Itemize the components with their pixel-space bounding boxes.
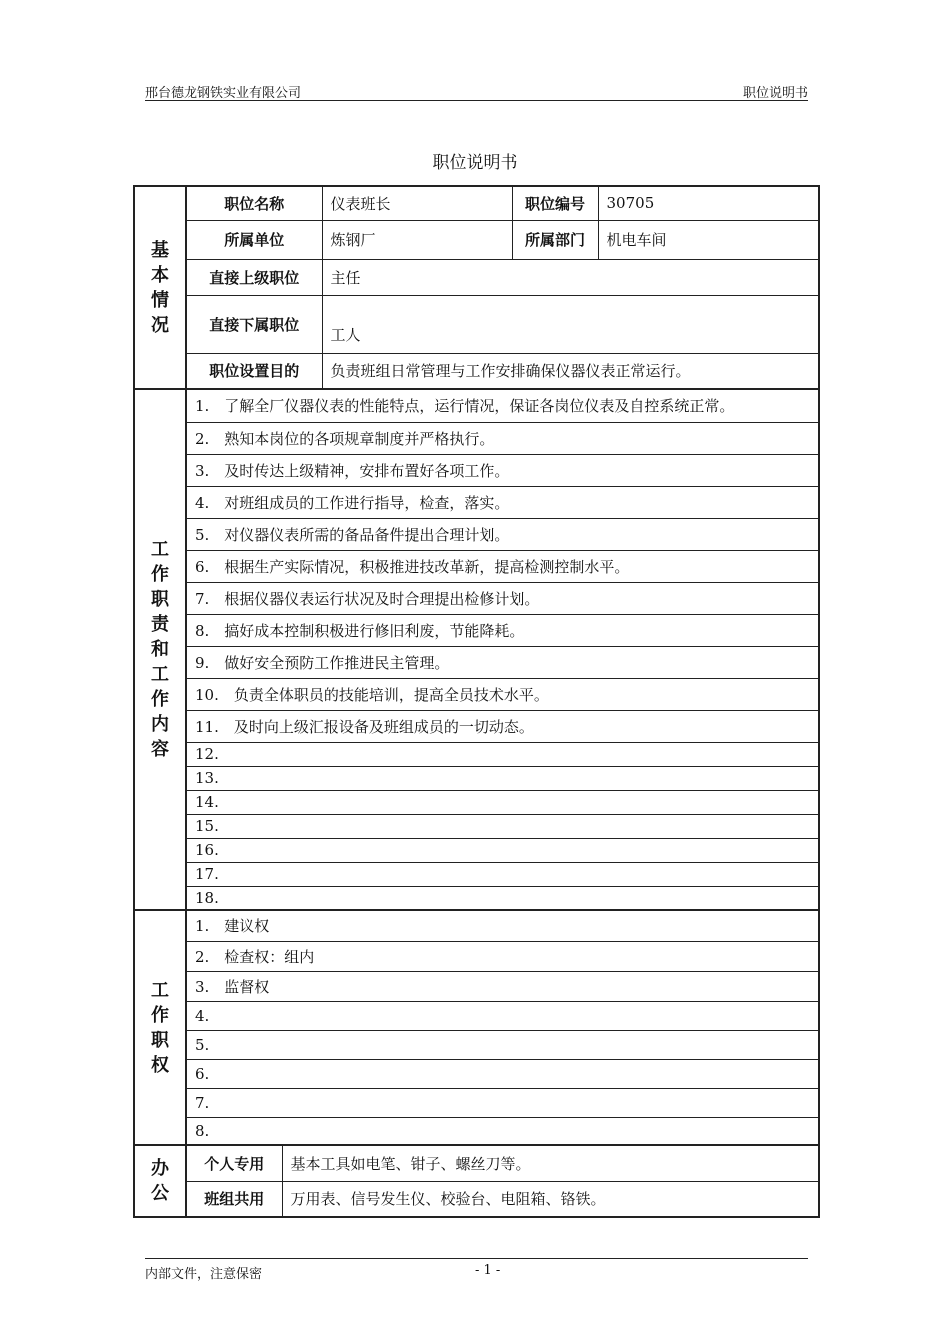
duty-item: 13. [186, 766, 819, 790]
duty-item: 10. 负责全体职员的技能培训，提高全员技术水平。 [186, 678, 819, 710]
page-footer [145, 1258, 808, 1281]
position-code-label: 职位编号 [512, 186, 598, 220]
duty-item: 18. [186, 886, 819, 910]
duty-item: 8. 搞好成本控制积极进行修旧利废，节能降耗。 [186, 614, 819, 646]
duty-item: 3. 及时传达上级精神，安排布置好各项工作。 [186, 454, 819, 486]
duty-item: 1. 了解全厂仪器仪表的性能特点，运行情况，保证各岗位仪表及自控系统正常。 [186, 389, 819, 422]
duty-item: 6. 根据生产实际情况，积极推进技改革新，提高检测控制水平。 [186, 550, 819, 582]
header-doc-type: 职位说明书 [742, 86, 808, 101]
dept-label: 所属部门 [512, 220, 598, 259]
unit-value: 炼钢厂 [322, 220, 512, 259]
duty-item: 4. 对班组成员的工作进行指导，检查，落实。 [186, 486, 819, 518]
superior-value: 主任 [322, 259, 819, 295]
dept-value: 机电车间 [598, 220, 819, 259]
authority-item: 8. [186, 1117, 819, 1145]
section-basic-label: 基本情况 [151, 239, 169, 336]
section-authority-label: 工作职权 [151, 979, 169, 1076]
duty-item: 12. [186, 742, 819, 766]
authority-item: 1. 建议权 [186, 910, 819, 941]
authority-item: 2. 检查权：组内 [186, 941, 819, 971]
duty-item: 15. [186, 814, 819, 838]
superior-label: 直接上级职位 [186, 259, 322, 295]
position-name-value: 仪表班长 [322, 186, 512, 220]
section-duties-label: 工作职责和工作内容 [151, 539, 169, 760]
duty-item: 5. 对仪器仪表所需的备品备件提出合理计划。 [186, 518, 819, 550]
shared-value: 万用表、信号发生仪、校验台、电阻箱、铬铁。 [282, 1181, 819, 1217]
authority-item: 5. [186, 1030, 819, 1059]
unit-label: 所属单位 [186, 220, 322, 259]
purpose-value: 负责班组日常管理与工作安排确保仪器仪表正常运行。 [322, 353, 819, 389]
section-office-label: 办公 [151, 1158, 169, 1204]
footer-note: 内部文件，注意保密 [145, 1267, 263, 1282]
personal-label: 个人专用 [186, 1145, 282, 1181]
duty-item: 2. 熟知本岗位的各项规章制度并严格执行。 [186, 422, 819, 454]
duty-item: 9. 做好安全预防工作推进民主管理。 [186, 646, 819, 678]
section-basic-info [134, 186, 186, 389]
section-duties [134, 389, 186, 910]
document-title: 职位说明书 [432, 153, 518, 173]
duty-item: 7. 根据仪器仪表运行状况及时合理提出检修计划。 [186, 582, 819, 614]
job-description-table [133, 185, 820, 1218]
duty-item: 16. [186, 838, 819, 862]
section-authority [134, 910, 186, 1145]
section-office [134, 1145, 186, 1217]
authority-item: 6. [186, 1059, 819, 1088]
page-header [145, 80, 808, 101]
duty-item: 11. 及时向上级汇报设备及班组成员的一切动态。 [186, 710, 819, 742]
company-name: 邢台德龙钢铁实业有限公司 [145, 86, 302, 101]
authority-item: 4. [186, 1001, 819, 1030]
duty-item: 14. [186, 790, 819, 814]
position-name-label: 职位名称 [186, 186, 322, 220]
subordinate-value: 工人 [322, 295, 819, 353]
page-number: - 1 - [475, 1263, 501, 1278]
purpose-label: 职位设置目的 [186, 353, 322, 389]
personal-value: 基本工具如电笔、钳子、螺丝刀等。 [282, 1145, 819, 1181]
position-code-value: 30705 [598, 186, 819, 220]
authority-item: 3. 监督权 [186, 971, 819, 1001]
subordinate-label: 直接下属职位 [186, 295, 322, 353]
duty-item: 17. [186, 862, 819, 886]
shared-label: 班组共用 [186, 1181, 282, 1217]
authority-item: 7. [186, 1088, 819, 1117]
